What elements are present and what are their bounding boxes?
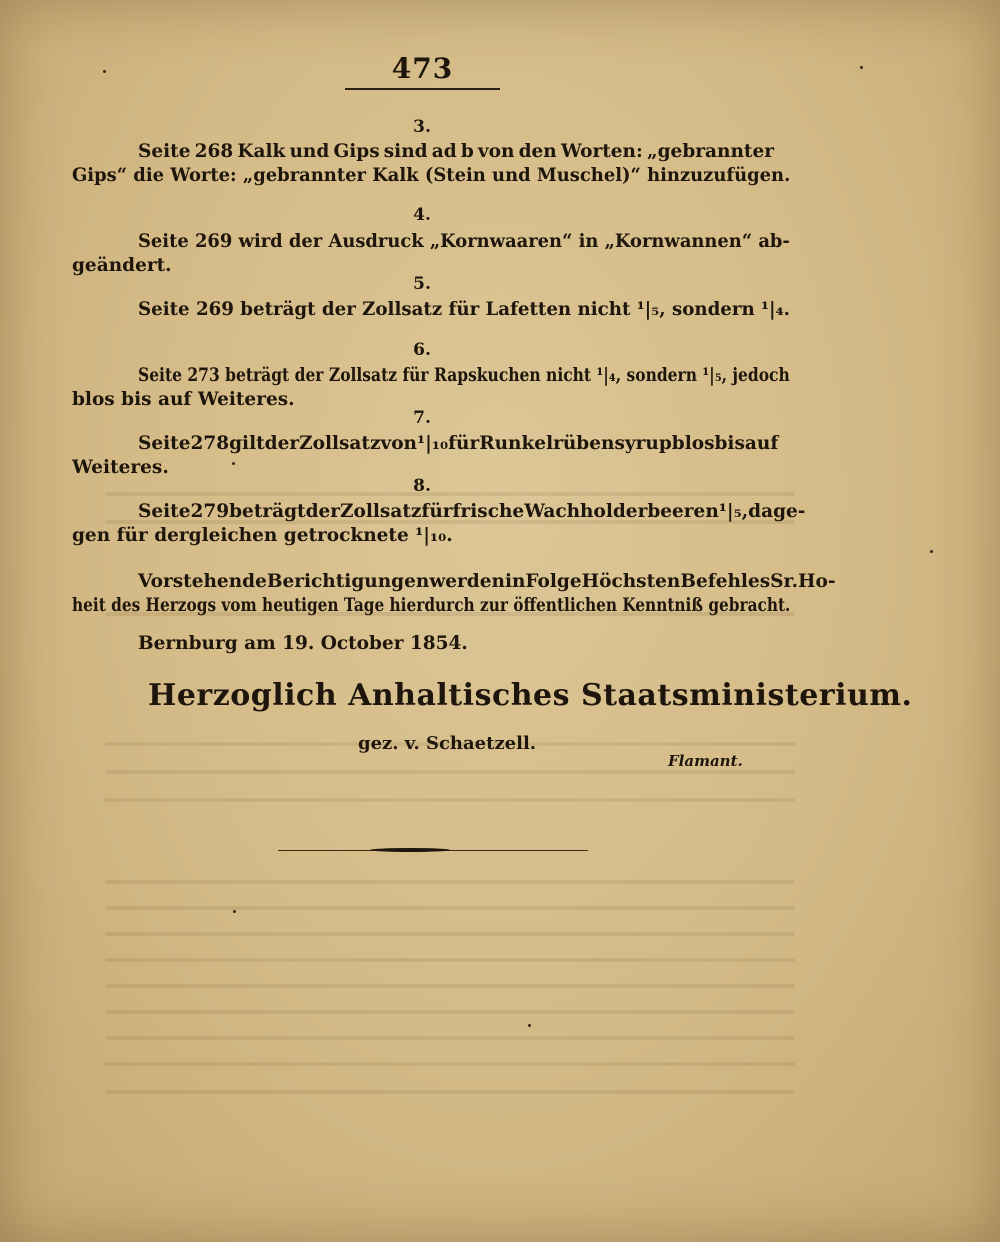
bleed-through-line — [105, 1062, 795, 1066]
bleed-through-line — [105, 984, 795, 988]
page-number-rule — [345, 88, 500, 90]
bleed-through-line — [105, 906, 795, 910]
ink-speck — [103, 70, 106, 73]
issuing-authority: Herzoglich Anhaltisches Staatsministerium. — [148, 678, 913, 713]
countersignatory: Flamant. — [668, 752, 743, 770]
section-6-line-2: blos bis auf Weiteres. — [72, 389, 295, 410]
page-number: 473 — [391, 52, 454, 85]
section-5-line-1: Seite 269 beträgt der Zollsatz für Lafetten nicht ¹|₅, sondern ¹|₄. — [138, 299, 790, 320]
ink-speck — [528, 1024, 531, 1027]
section-8-line-1: Seite 279 beträgt der Zollsatz für frische Wachholderbeeren ¹|₅, dage- — [138, 501, 806, 522]
bleed-through-line — [105, 880, 795, 884]
bleed-through-line — [105, 770, 795, 774]
section-number: 6. — [413, 340, 431, 360]
section-7-line-1: Seite 278 gilt der Zollsatz von ¹|₁₀ für Runkelrübensyrup blos bis auf — [138, 433, 779, 454]
section-number: 5. — [413, 274, 431, 294]
section-number: 7. — [413, 408, 431, 428]
section-7-line-2: Weiteres. — [72, 457, 169, 478]
ink-speck — [930, 550, 933, 553]
section-number: 4. — [413, 205, 431, 225]
section-number: 8. — [413, 476, 431, 496]
section-3-line-2: Gips“ die Worte: „gebrannter Kalk (Stein und Muschel)“ hinzuzufügen. — [72, 165, 791, 186]
closing-line-1: Vorstehende Berichtigungen werden in Folge Höchsten Befehles Sr. Ho- — [138, 571, 836, 592]
section-8-line-2: gen für dergleichen getrocknete ¹|₁₀. — [72, 525, 453, 546]
section-3-line-1: Seite 268 Kalk und Gips sind ad b von den Worten: „gebrannter — [138, 141, 774, 162]
place-date: Bernburg am 19. October 1854. — [138, 633, 468, 654]
section-4-line-1: Seite 269 wird der Ausdruck „Kornwaaren“ in „Kornwannen“ ab- — [138, 231, 790, 252]
section-6-line-1: Seite 273 beträgt der Zollsatz für Rapskuchen nicht ¹|₄, sondern ¹|₅, jedoch — [138, 365, 790, 386]
bleed-through-line — [105, 958, 795, 962]
bleed-through-line — [105, 492, 795, 496]
bleed-through-line — [105, 932, 795, 936]
bleed-through-line — [105, 1036, 795, 1040]
ink-speck — [232, 462, 235, 465]
section-number: 3. — [413, 117, 431, 137]
bleed-through-line — [105, 1090, 795, 1094]
end-rule-ornament — [370, 848, 450, 852]
section-4-line-2: geändert. — [72, 255, 172, 276]
ink-speck — [233, 910, 236, 913]
bleed-through-line — [105, 798, 795, 802]
ink-speck — [860, 66, 863, 69]
bleed-through-line — [105, 1010, 795, 1014]
closing-line-2: heit des Herzogs vom heutigen Tage hierdurch zur öffentlichen Kenntniß gebracht. — [72, 595, 791, 616]
signatory: gez. v. Schaetzell. — [358, 733, 537, 754]
